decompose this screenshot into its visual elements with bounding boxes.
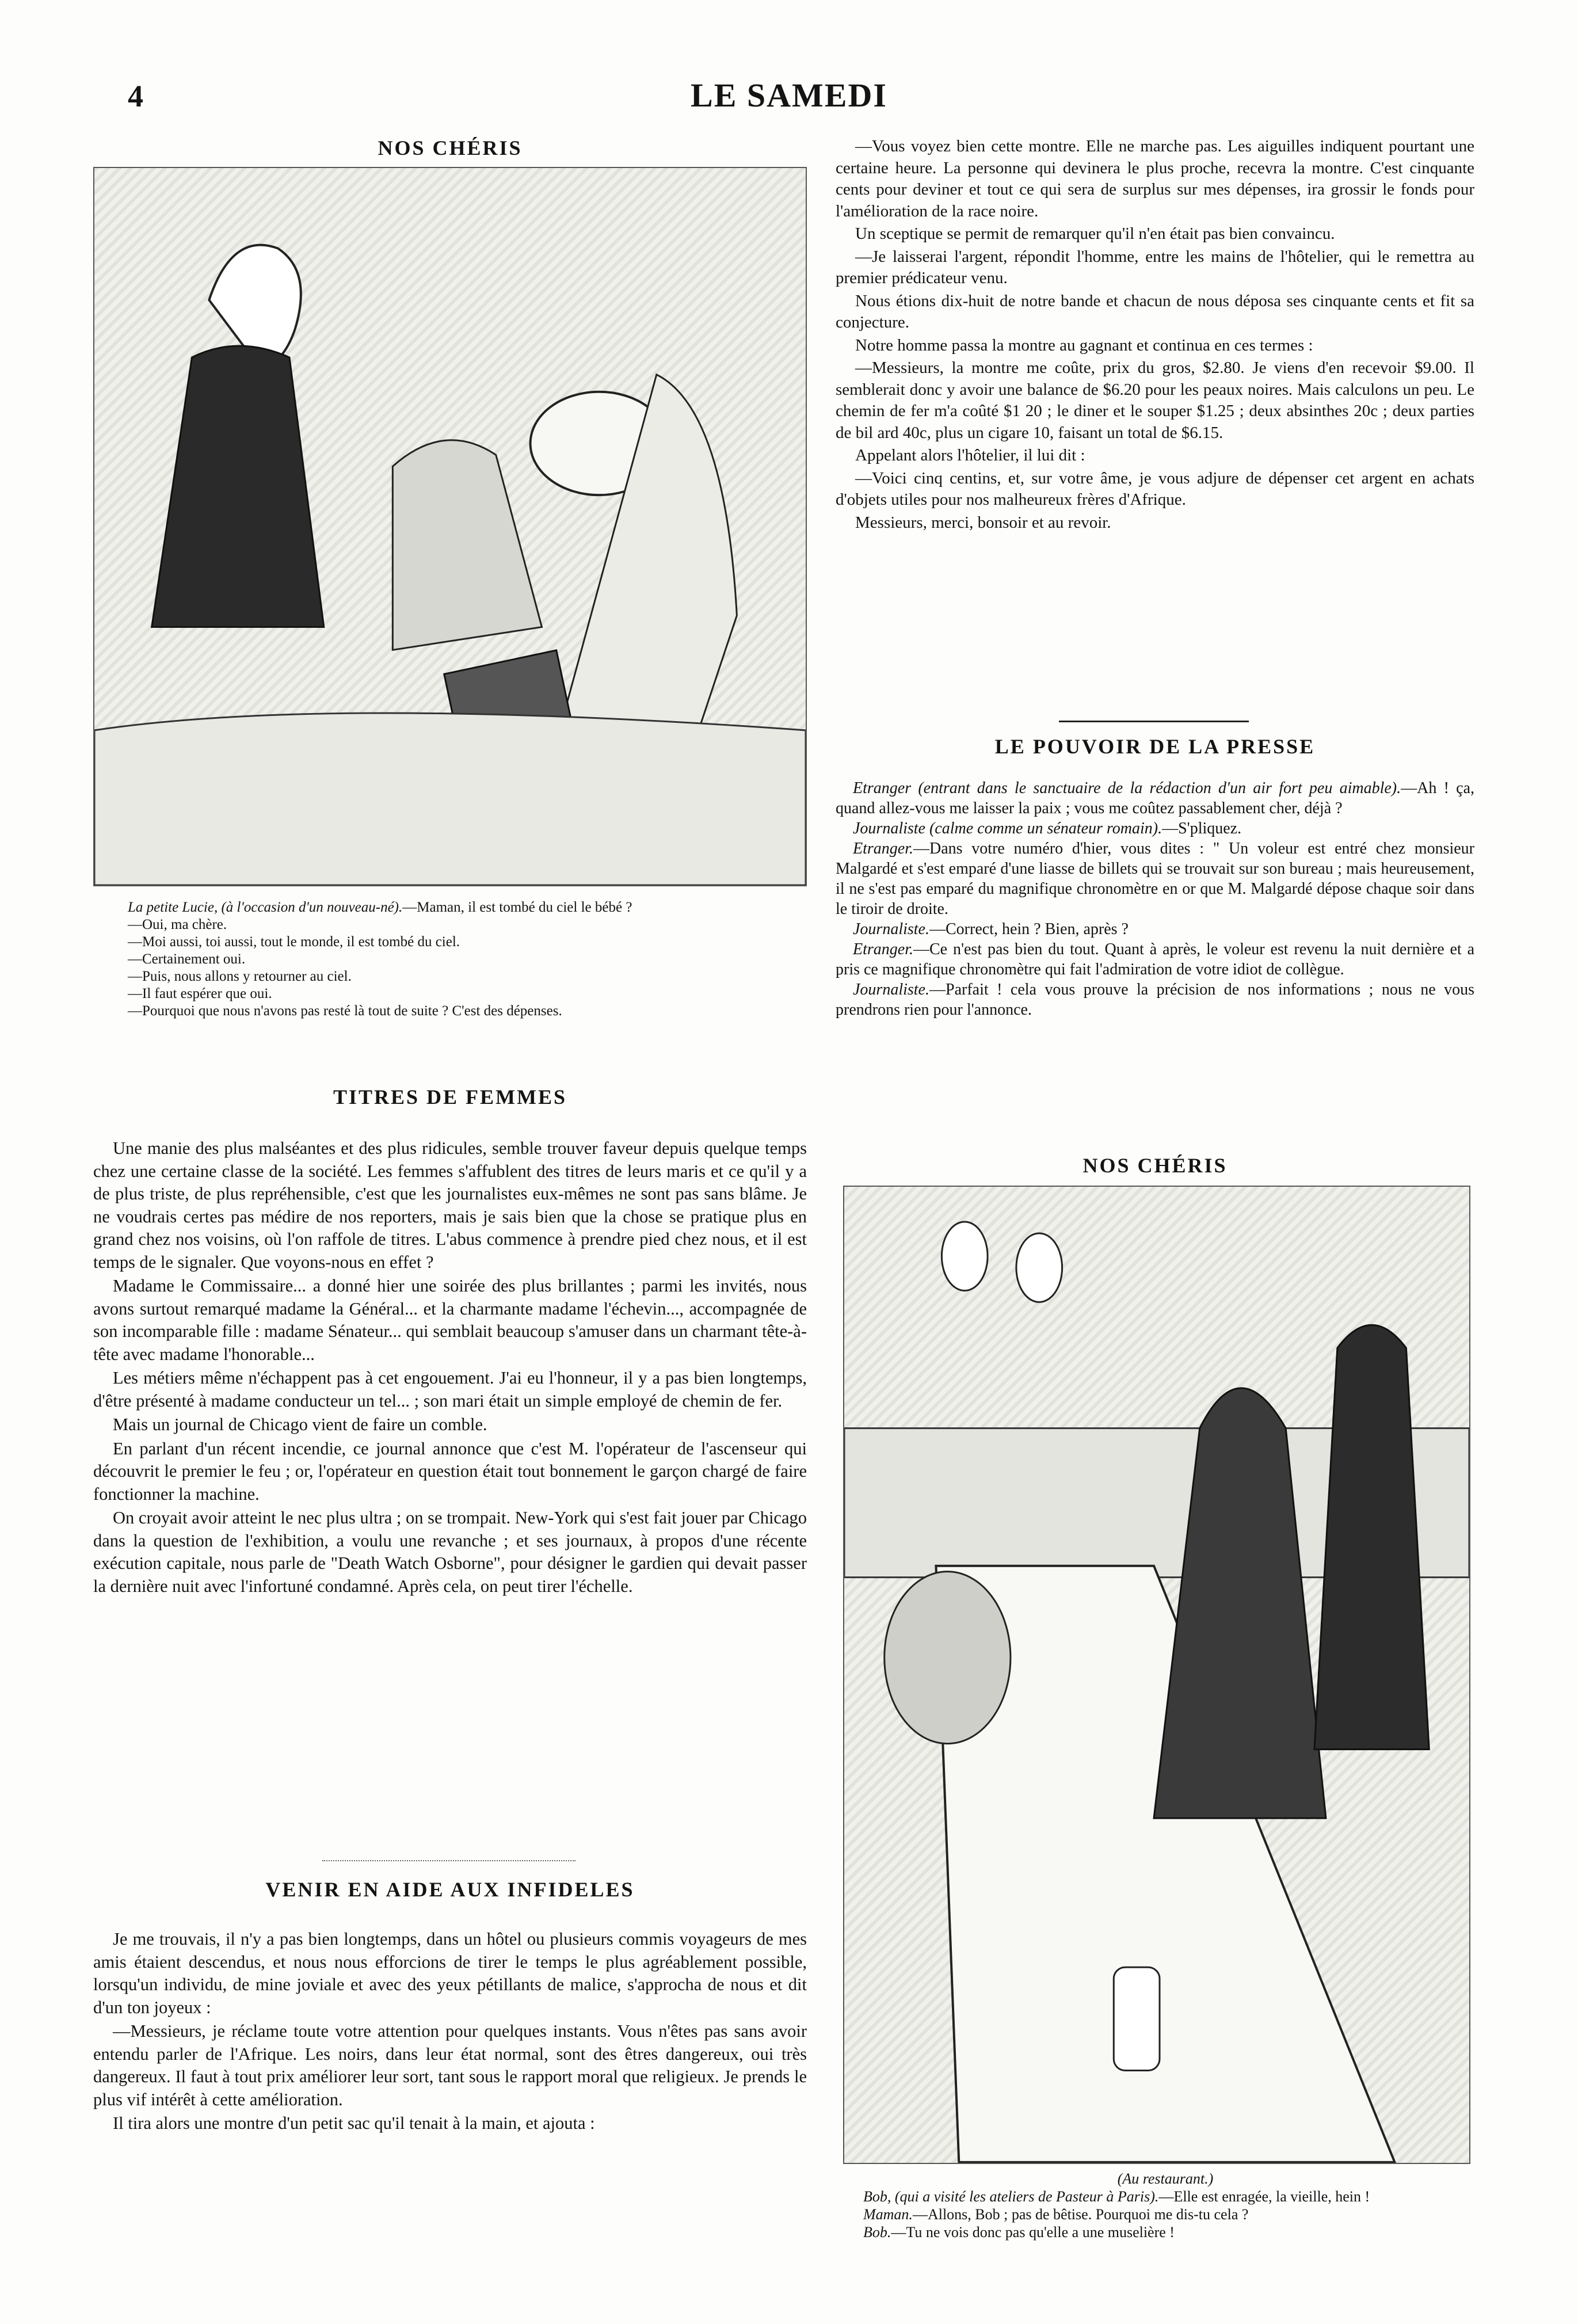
caption-scene: (Au restaurant.)	[1117, 2170, 1214, 2187]
caption-line: —Puis, nous allons y retourner au ciel.	[128, 969, 352, 984]
caption-nos-cheris-1	[128, 899, 801, 1020]
article-paragraph: —Voici cinq centins, et, sur votre âme, je vous adjure de dépenser cet argent en achats d'objets utiles pour nos malheureux frères d'Afrique.	[836, 468, 1474, 509]
article-paragraph: Je me trouvais, il n'y a pas bien longtemps, dans un hôtel ou plusieurs commis voyageurs de mes amis étaient descendus, et nous nous efforcions de tirer le temps le plus agréablement possible, lorsqu'un individu, de mine joviale et avec des yeux pétillants de malice, s'approcha de nous et dit d'un ton joyeux :	[93, 1929, 807, 2017]
article-paragraph: Nous étions dix-huit de notre bande et chacun de nous déposa ses cinquante cents et fit sa conjecture.	[836, 291, 1474, 332]
titres-de-femmes-article	[93, 1137, 807, 1599]
article-paragraph: Notre homme passa la montre au gagnant et continua en ces termes :	[855, 336, 1313, 355]
section-rule	[1059, 721, 1249, 722]
dialog-line: Journaliste.—Correct, hein ? Bien, après ?	[853, 920, 1129, 938]
caption-line: Maman.—Allons, Bob ; pas de bêtise. Pourquoi me dis-tu cela ?	[863, 2206, 1249, 2223]
dialog-line: Journaliste (calme comme un sénateur romain).—S'pliquez.	[853, 820, 1242, 837]
illustration-sketch	[94, 168, 806, 885]
dialog-line: Etranger.—Dans votre numéro d'hier, vous dites : " Un voleur est entré chez monsieur Malgardé et s'est emparé d'une liasse de billets qui se trouvait sur son bureau ; mais heureusement, il ne s'est pas emparé du magnifique chronomètre en or que M. Malgardé dépose chaque soir dans le tiroir de droite.	[836, 840, 1474, 918]
article-paragraph: —Messieurs, la montre me coûte, prix du gros, $2.80. Je viens d'en recevoir $9.00. Il semblerait donc y avoir une balance de $6.20 pour les peaux noires. Mais calculons un peu. Le chemin de fer m'a coûté $1 20 ; le diner et le souper $1.25 ; deux absinthes 20c ; deux parties de bil ard 40c, plus un cigare 10, faisant un total de $6.15.	[836, 359, 1474, 442]
illustration-sketch	[844, 1187, 1469, 2163]
article-paragraph: Appelant alors l'hôtelier, il lui dit :	[855, 446, 1085, 464]
pouvoir-presse-dialog	[836, 778, 1474, 1020]
venir-en-aide-article	[93, 1928, 807, 2136]
nos-cheris-title-2: NOS CHÉRIS	[1083, 1154, 1228, 1177]
venir-en-aide-title: VENIR EN AIDE AUX INFIDELES	[265, 1878, 635, 1901]
titres-de-femmes-title: TITRES DE FEMMES	[333, 1085, 567, 1108]
caption-line: —Oui, ma chère.	[128, 917, 227, 932]
caption-line: La petite Lucie, (à l'occasion d'un nouveau-né).—Maman, il est tombé du ciel le bébé ?	[128, 900, 632, 915]
nos-cheris-title-1: NOS CHÉRIS	[378, 136, 523, 159]
article-paragraph: Les métiers même n'échappent pas à cet engouement. J'ai eu l'honneur, il y a pas bien longtemps, d'être présenté à madame conducteur un tel... ; son mari était un simple employé de chemin de fer.	[93, 1368, 807, 1411]
dialog-line: Etranger.—Ce n'est pas bien du tout. Quant à après, le voleur est revenu la nuit dernière et a pris ce magnifique chronomètre qui fait l'admiration de votre idiot de collègue.	[836, 940, 1474, 978]
caption-line: —Pourquoi que nous n'avons pas resté là tout de suite ? C'est des dépenses.	[128, 1003, 562, 1019]
caption-nos-cheris-2	[863, 2170, 1468, 2241]
illustration-mother-children	[93, 167, 807, 886]
section-divider	[322, 1860, 575, 1861]
page-number: 4	[128, 79, 143, 113]
article-paragraph: Madame le Commissaire... a donné hier une soirée des plus brillantes ; parmi les invités, nous avons surtout remarqué madame la Général... et la charmante madame l'échevin..., accompagnée de son incomparable fille : madame Sénateur... qui semblait beaucoup s'amuser dans un charmant tête-à-tête avec madame l'honorable...	[93, 1276, 807, 1364]
article-paragraph: Un sceptique se permit de remarquer qu'il n'en était pas bien convaincu.	[855, 224, 1335, 243]
caption-line: —Certainement oui.	[128, 951, 246, 967]
article-paragraph: En parlant d'un récent incendie, ce journal annonce que c'est M. l'opérateur de l'ascenseur qui découvrit le premier le feu ; or, l'opérateur en question était tout bonnement le garçon chargé de faire fonctionner la machine.	[93, 1438, 807, 1504]
dialog-line: Journaliste.—Parfait ! cela vous prouve la précision de nos informations ; nous ne vous prendrons rien pour l'annonce.	[836, 981, 1474, 1019]
article-paragraph: Messieurs, merci, bonsoir et au revoir.	[855, 513, 1111, 532]
dialog-line: Etranger (entrant dans le sanctuaire de la rédaction d'un air fort peu aimable).—Ah ! ça, quand allez-vous me laisser la paix ; vous me coûtez passablement cher, déjà ?	[836, 779, 1474, 817]
article-paragraph: Une manie des plus malséantes et des plus ridicules, semble trouver faveur depuis quelque temps chez une certaine classe de la société. Les femmes s'affublent des titres de leurs maris et ce qu'il y a de plus triste, de plus repréhensible, c'est que les journalistes eux-mêmes ne sont pas sans blâme. Je ne voudrais certes pas médire de nos reporters, mais je sais bien que la chose se pratique plus en grand chez nos voisins, où l'on raffole de titres. L'abus commence à prendre pied chez nous, et il est temps de le signaler. Que voyons-nous en effet ?	[93, 1138, 807, 1272]
caption-line: —Moi aussi, toi aussi, tout le monde, il est tombé du ciel.	[128, 934, 460, 950]
article-paragraph: On croyait avoir atteint le nec plus ultra ; on se trompait. New-York qui s'est fait jouer par Chicago dans la question de l'exhibition, a voulu une revanche ; et ses journaux, à propos d'une récente exécution capitale, nous parle de "Death Watch Osborne", pour désigner le gardien qui devait passer la dernière nuit avec l'infortuné condamné. Après cela, on peut tirer l'échelle.	[93, 1508, 807, 1596]
article-paragraph: —Messieurs, je réclame toute votre attention pour quelques instants. Vous n'êtes pas sans avoir entendu parler de l'Afrique. Les noirs, dans leur état normal, sont des êtres dangereux, oui très dangereux. Il faut à tout prix améliorer leur sort, tant sous le rapport moral que religieux. Je prends le plus vif intérêt à cette amélioration.	[93, 2021, 807, 2109]
article-paragraph: Mais un journal de Chicago vient de faire un comble.	[113, 1415, 487, 1434]
masthead-title: LE SAMEDI	[691, 77, 887, 114]
article-paragraph: —Je laisserai l'argent, répondit l'homme, entre les mains de l'hôtelier, qui le remettra au premier prédicateur venu.	[836, 247, 1474, 287]
article-paragraph: —Vous voyez bien cette montre. Elle ne marche pas. Les aiguilles indiquent pourtant une certaine heure. La personne qui devinera le plus proche, recevra la montre. C'est cinquante cents pour deviner et tout ce qui sera de surplus sur mes dépenses, ira grossir le fonds pour l'amélioration de la race noire.	[836, 137, 1474, 220]
venir-en-aide-continued	[836, 136, 1474, 535]
caption-line: Bob.—Tu ne vois donc pas qu'elle a une muselière !	[863, 2224, 1175, 2241]
caption-line: —Il faut espérer que oui.	[128, 986, 272, 1001]
pouvoir-presse-title: LE POUVOIR DE LA PRESSE	[994, 735, 1316, 758]
caption-line: Bob, (qui a visité les ateliers de Pasteur à Paris).—Elle est enragée, la vieille, hein !	[863, 2188, 1370, 2205]
illustration-restaurant	[843, 1186, 1470, 2164]
article-paragraph: Il tira alors une montre d'un petit sac qu'il tenait à la main, et ajouta :	[113, 2113, 595, 2133]
